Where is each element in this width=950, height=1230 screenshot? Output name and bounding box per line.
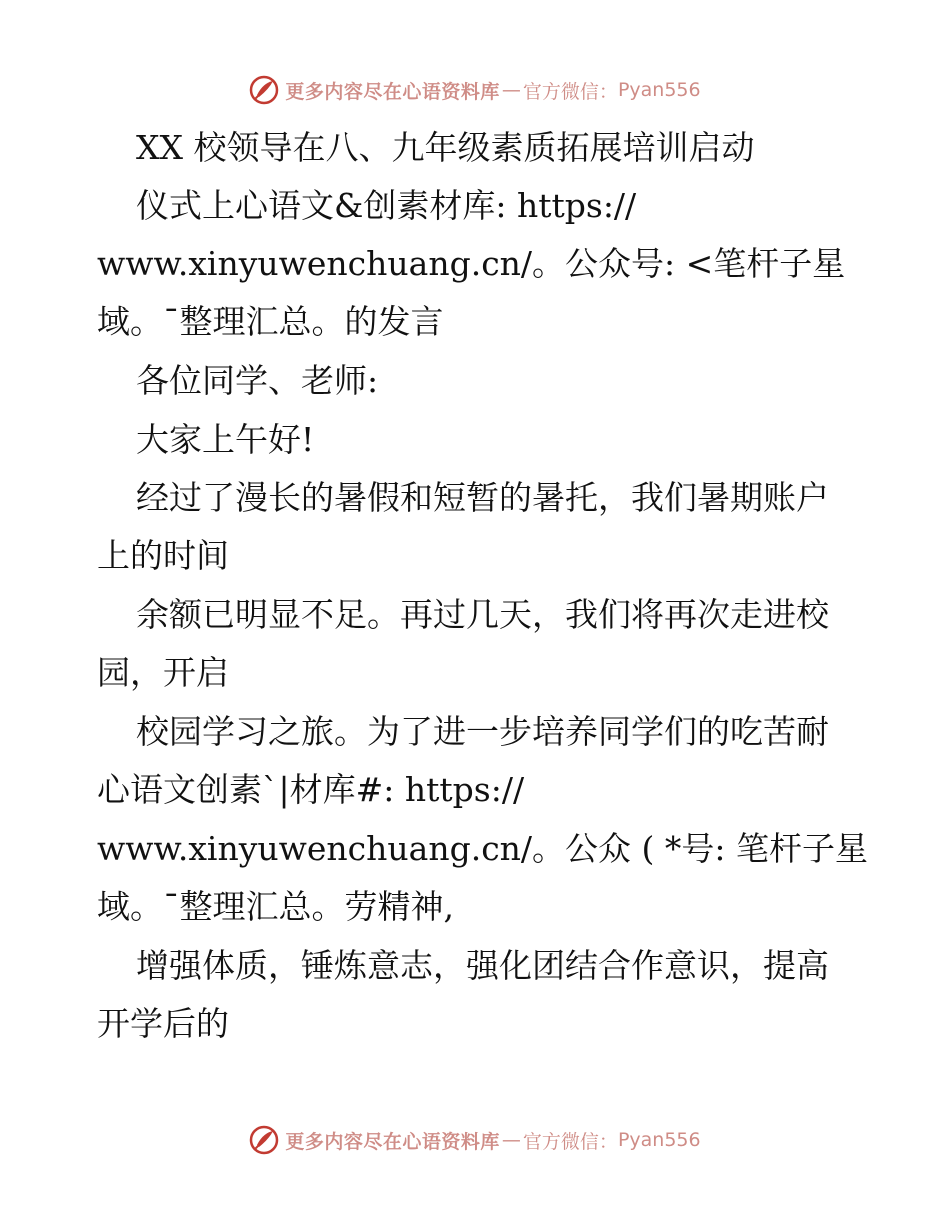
- doc-line: 增强体质，锤炼意志，强化团结合作意识，提高: [136, 946, 829, 985]
- banner-title: 更多内容尽在心语资料库: [285, 1130, 500, 1153]
- doc-line: 域。¯整理汇总。的发言: [97, 302, 444, 341]
- banner-wechat-id: Pyan556: [617, 1129, 701, 1151]
- doc-line: XX 校领导在八、九年级素质拓展培训启动: [136, 128, 755, 167]
- doc-line: 校园学习之旅。为了进一步培养同学们的吃苦耐: [136, 712, 829, 751]
- banner-dash: —: [501, 1129, 521, 1151]
- banner-title: 更多内容尽在心语资料库: [285, 80, 500, 103]
- doc-line: 余额已明显不足。再过几天，我们将再次走进校: [136, 595, 829, 634]
- doc-line: 上的时间: [97, 536, 229, 575]
- doc-line: www.xinyuwenchuang.cn/。公众 ( *号: 笔杆子星: [97, 829, 869, 868]
- quill-logo-icon: [249, 75, 279, 105]
- doc-line: 仪式上心语文&创素材库: https://: [136, 186, 637, 225]
- doc-line: 各位同学、老师:: [136, 361, 379, 400]
- doc-line: 心语文创素`|材库#: https://: [97, 770, 525, 809]
- quill-logo-icon: [249, 1125, 279, 1155]
- doc-line: 经过了漫长的暑假和短暂的暑托，我们暑期账户: [136, 478, 829, 517]
- doc-line: 开学后的: [97, 1004, 229, 1043]
- doc-line: 大家上午好!: [136, 420, 315, 459]
- header-banner: [0, 70, 950, 110]
- banner-wechat-label: 官方微信：: [522, 80, 618, 103]
- doc-line: 域。¯整理汇总。劳精神,: [97, 887, 454, 926]
- doc-line: www.xinyuwenchuang.cn/。公众号: <笔杆子星: [97, 244, 846, 283]
- banner-wechat-id: Pyan556: [617, 79, 701, 101]
- doc-line: 园，开启: [97, 653, 229, 692]
- footer-banner: [0, 1120, 950, 1160]
- banner-wechat-label: 官方微信：: [522, 1130, 618, 1153]
- banner-dash: —: [501, 79, 521, 101]
